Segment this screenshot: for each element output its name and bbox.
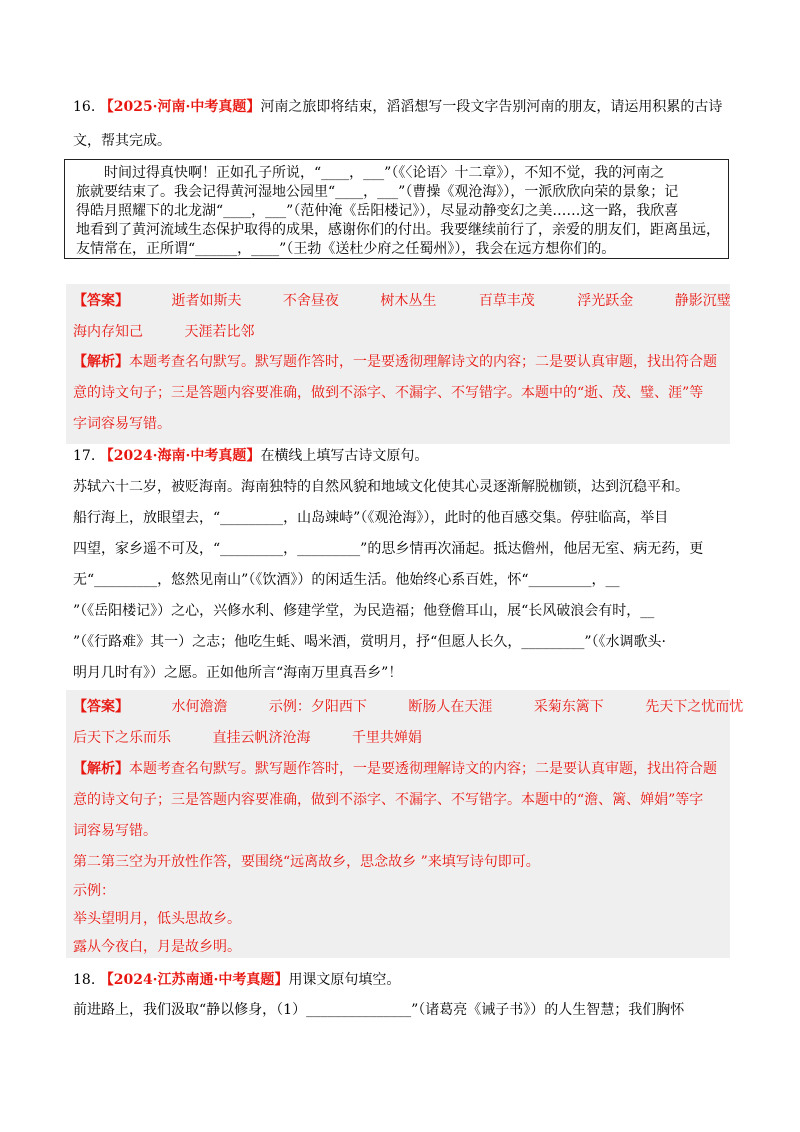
question-text: 河南之旅即将结束，滔滔想写一段文字告别河南的朋友，请运用积累的古诗 <box>260 99 723 115</box>
q16-answers-row1 <box>73 291 731 311</box>
answer-item: 浮光跃金 <box>577 293 634 309</box>
source-tag: 【2024·海南·中考真题】 <box>99 448 261 464</box>
answer-item: 天涯若比邻 <box>184 324 255 340</box>
q17-answers-row1 <box>73 697 743 717</box>
analysis-line: 意的诗文句子；三是答题内容要准确，做到不添字、不漏字、不写错字。本题中的“澹、篱、婵娟”等字 <box>73 792 704 808</box>
analysis-line: 举头望明月，低头思故乡。 <box>73 911 241 927</box>
q18-line: 前进路上，我们汲取“静以修身，（1）_______________”（诸葛亮《诫子书》）的人生智慧；我们胸怀 <box>73 1002 685 1018</box>
answer-item: 千里共婵娟 <box>351 730 422 746</box>
answer-item: 先天下之忧而忧 <box>645 699 744 715</box>
passage-line: 旅就要结束了。我会记得黄河湿地公园里“____，___”（曹操《观沧海》），一派欣欣向荣的景象；记 <box>76 184 679 200</box>
analysis-line: 第二第三空为开放性作答，要围绕“远离故乡，思念故乡 ”来填写诗句即可。 <box>73 854 540 870</box>
answer-item: 静影沉璧 <box>674 293 731 309</box>
analysis-line: 意的诗文句子；三是答题内容要准确，做到不添字、不漏字、不写错字。本题中的“逝、茂、璧、涯”等 <box>73 385 704 401</box>
answer-item: 水何澹澹 <box>171 699 228 715</box>
source-tag: 【2024·江苏南通·中考真题】 <box>99 972 289 988</box>
q17-line: 苏轼六十二岁，被贬海南。海南独特的自然风貌和地域文化使其心灵逐渐解脱枷锁，达到沉稳平和。 <box>73 479 689 495</box>
q17-heading <box>73 446 428 466</box>
passage-line: 时间过得真快啊！正如孔子所说，“____，___”（《〈论语〉十二章》），不知不觉，我的河南之 <box>104 165 665 181</box>
q16-answers-row2 <box>73 322 254 342</box>
answer-item: 直挂云帆济沧海 <box>212 730 311 746</box>
passage-line: 地看到了黄河流域生态保护取得的成果，感谢你们的付出。我要继续前行了，亲爱的朋友们，距离虽远， <box>76 222 720 238</box>
passage-line: 得皓月照耀下的北龙湖“____，___”（范仲淹《岳阳楼记》），尽显动静变幻之美……这一路，我欣喜 <box>76 203 679 219</box>
answer-item: 采菊东篱下 <box>533 699 604 715</box>
q16-text-cont: 文，帮其完成。 <box>73 133 171 149</box>
q17-answers-row2 <box>73 728 422 748</box>
question-number: 18. <box>73 972 96 988</box>
analysis-line: 词容易写错。 <box>73 823 157 839</box>
analysis-line: 【解析】本题考查名句默写。默写题作答时，一是要透彻理解诗文的内容；二是要认真审题，找出符合题 <box>73 354 717 370</box>
q17-line: 明月几时有》）之愿。正如他所言“海南万里真吾乡”！ <box>73 665 403 681</box>
answer-item: 海内存知己 <box>73 324 143 340</box>
question-text: 在横线上填写古诗文原句。 <box>260 448 429 464</box>
analysis-line: 【解析】本题考查名句默写。默写题作答时，一是要透彻理解诗文的内容；二是要认真审题，找出符合题 <box>73 761 717 777</box>
q17-line: ”（《岳阳楼记》）之心，兴修水利、修建学堂，为民造福；他登儋耳山，展“长风破浪会有时，__ <box>73 603 655 619</box>
answer-label: 【答案】 <box>73 293 129 309</box>
analysis-line: 示例： <box>73 883 115 899</box>
q17-line: 无“_________，悠然见南山”（《饮酒》）的闲适生活。他始终心系百姓，怀“_________，__ <box>73 572 620 588</box>
q16-heading <box>73 97 722 117</box>
answer-item: 逝者如斯夫 <box>171 293 242 309</box>
q17-line: ”（《行路难》其一）之志；他吃生蚝、喝米酒，赏明月，抒“但愿人长久，_________”（《水调歌头· <box>73 634 666 650</box>
question-number: 17. <box>73 448 96 464</box>
analysis-line: 字词容易写错。 <box>73 416 171 432</box>
answer-label: 【答案】 <box>73 699 129 715</box>
answer-item: 后天下之乐而乐 <box>73 730 171 746</box>
q18-heading <box>73 970 400 990</box>
source-tag: 【2025·河南·中考真题】 <box>99 99 261 115</box>
question-number: 16. <box>73 99 96 115</box>
question-text: 用课文原句填空。 <box>288 972 401 988</box>
answer-item: 百草丰茂 <box>478 293 535 309</box>
answer-item: 示例：夕阳西下 <box>268 699 367 715</box>
q17-line: 四望，家乡遥不可及，“_________，_________”的思乡情再次涌起。抵达儋州，他居无室、病无药，更 <box>73 541 704 557</box>
answer-item: 树木丛生 <box>380 293 437 309</box>
answer-item: 不舍昼夜 <box>282 293 339 309</box>
analysis-line: 露从今夜白，月是故乡明。 <box>73 939 241 955</box>
answer-item: 断肠人在天涯 <box>408 699 493 715</box>
q17-line: 船行海上，放眼望去，“_________，山岛竦峙”（《观沧海》），此时的他百感交集。停驻临高，举目 <box>73 510 669 526</box>
passage-line: 友情常在，正所谓“______，____”（王勃《送杜少府之任蜀州》），我会在远方想你们的。 <box>76 241 616 257</box>
